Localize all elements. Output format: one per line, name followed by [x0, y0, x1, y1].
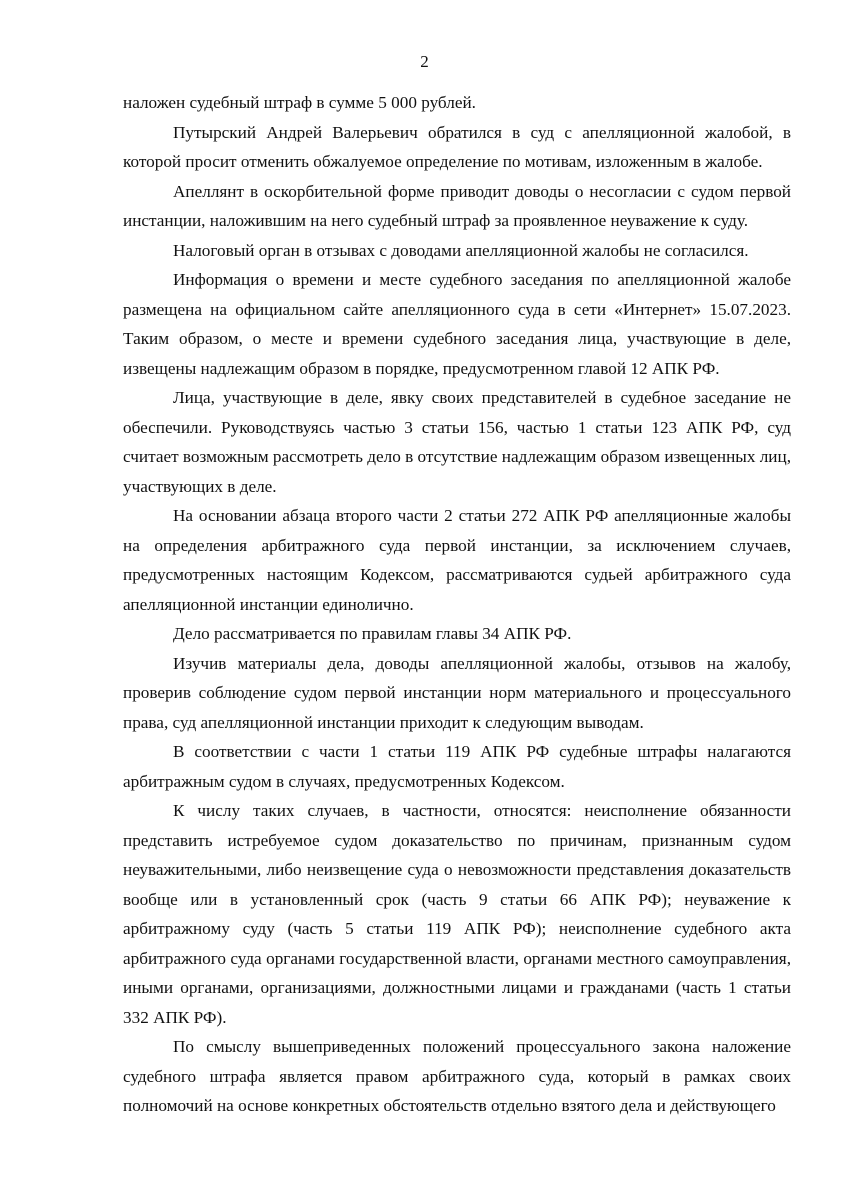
paragraph-8: Дело рассматривается по правилам главы 34 АПК РФ. [173, 624, 572, 643]
paragraph-6: Лица, участвующие в деле, явку своих представителей в судебное заседание не обеспечили. Руководствуясь частью 3 статьи 156, частью 1 статьи 123 АПК РФ, суд считает возможным рассмотреть дело в отсутствие надлежащим образом извещенных лиц, участвующих в деле. [123, 388, 791, 496]
paragraph-9: Изучив материалы дела, доводы апелляционной жалобы, отзывов на жалобу, проверив соблюдение судом первой инстанции норм материального и процессуального права, суд апелляционной инстанции приходит к следующим выводам. [123, 653, 791, 732]
paragraph-4: Налоговый орган в отзывах с доводами апелляционной жалобы не согласился. [173, 240, 749, 260]
paragraph-1: наложен судебный штраф в сумме 5 000 рублей. [123, 93, 476, 112]
paragraph-5: Информация о времени и месте судебного заседания по апелляционной жалобе размещена на официальном сайте апелляционного суда в сети «Интернет» 15.07.2023. Таким образом, о месте и времени судебного заседания лица, участвующие в деле, извещены надлежащим образом в порядке, предусмотренном главой 12 АПК РФ. [123, 270, 791, 378]
paragraph-11: К числу таких случаев, в частности, относятся: неисполнение обязанности представить истребуемое судом доказательство по причинам, признанным судом неуважительными, либо неизвещение суда о невозможности представления доказательств вообще или в установленный срок (часть 9 статьи 66 АПК РФ); неуважение к арбитражному суду (часть 5 статьи 119 АПК РФ); неисполнение судебного акта арбитражного суда органами государственной власти, органами местного самоуправления, иными органами, организациями, должностными лицами и гражданами (часть 1 статьи 332 АПК РФ). [123, 801, 791, 1027]
document-body [123, 88, 791, 1121]
paragraph-3: Апеллянт в оскорбительной форме приводит доводы о несогласии с судом первой инстанции, наложившим на него судебный штраф за проявленное неуважение к суду. [123, 181, 791, 230]
paragraph-10: В соответствии с части 1 статьи 119 АПК РФ судебные штрафы налагаются арбитражным судом в случаях, предусмотренных Кодексом. [123, 742, 791, 791]
page-number: 2 [420, 52, 429, 71]
paragraph-2: Путырский Андрей Валерьевич обратился в суд с апелляционной жалобой, в которой просит отменить обжалуемое определение по мотивам, изложенным в жалобе. [123, 122, 791, 171]
paragraph-12: По смыслу вышеприведенных положений процессуального закона наложение судебного штрафа является правом арбитражного суда, который в рамках своих полномочий на основе конкретных обстоятельств отдельно взятого дела и действующего [123, 1037, 791, 1115]
paragraph-7: На основании абзаца второго части 2 статьи 272 АПК РФ апелляционные жалобы на определения арбитражного суда первой инстанции, за исключением случаев, предусмотренных настоящим Кодексом, рассматриваются судьей арбитражного суда апелляционной инстанции единолично. [123, 506, 791, 614]
